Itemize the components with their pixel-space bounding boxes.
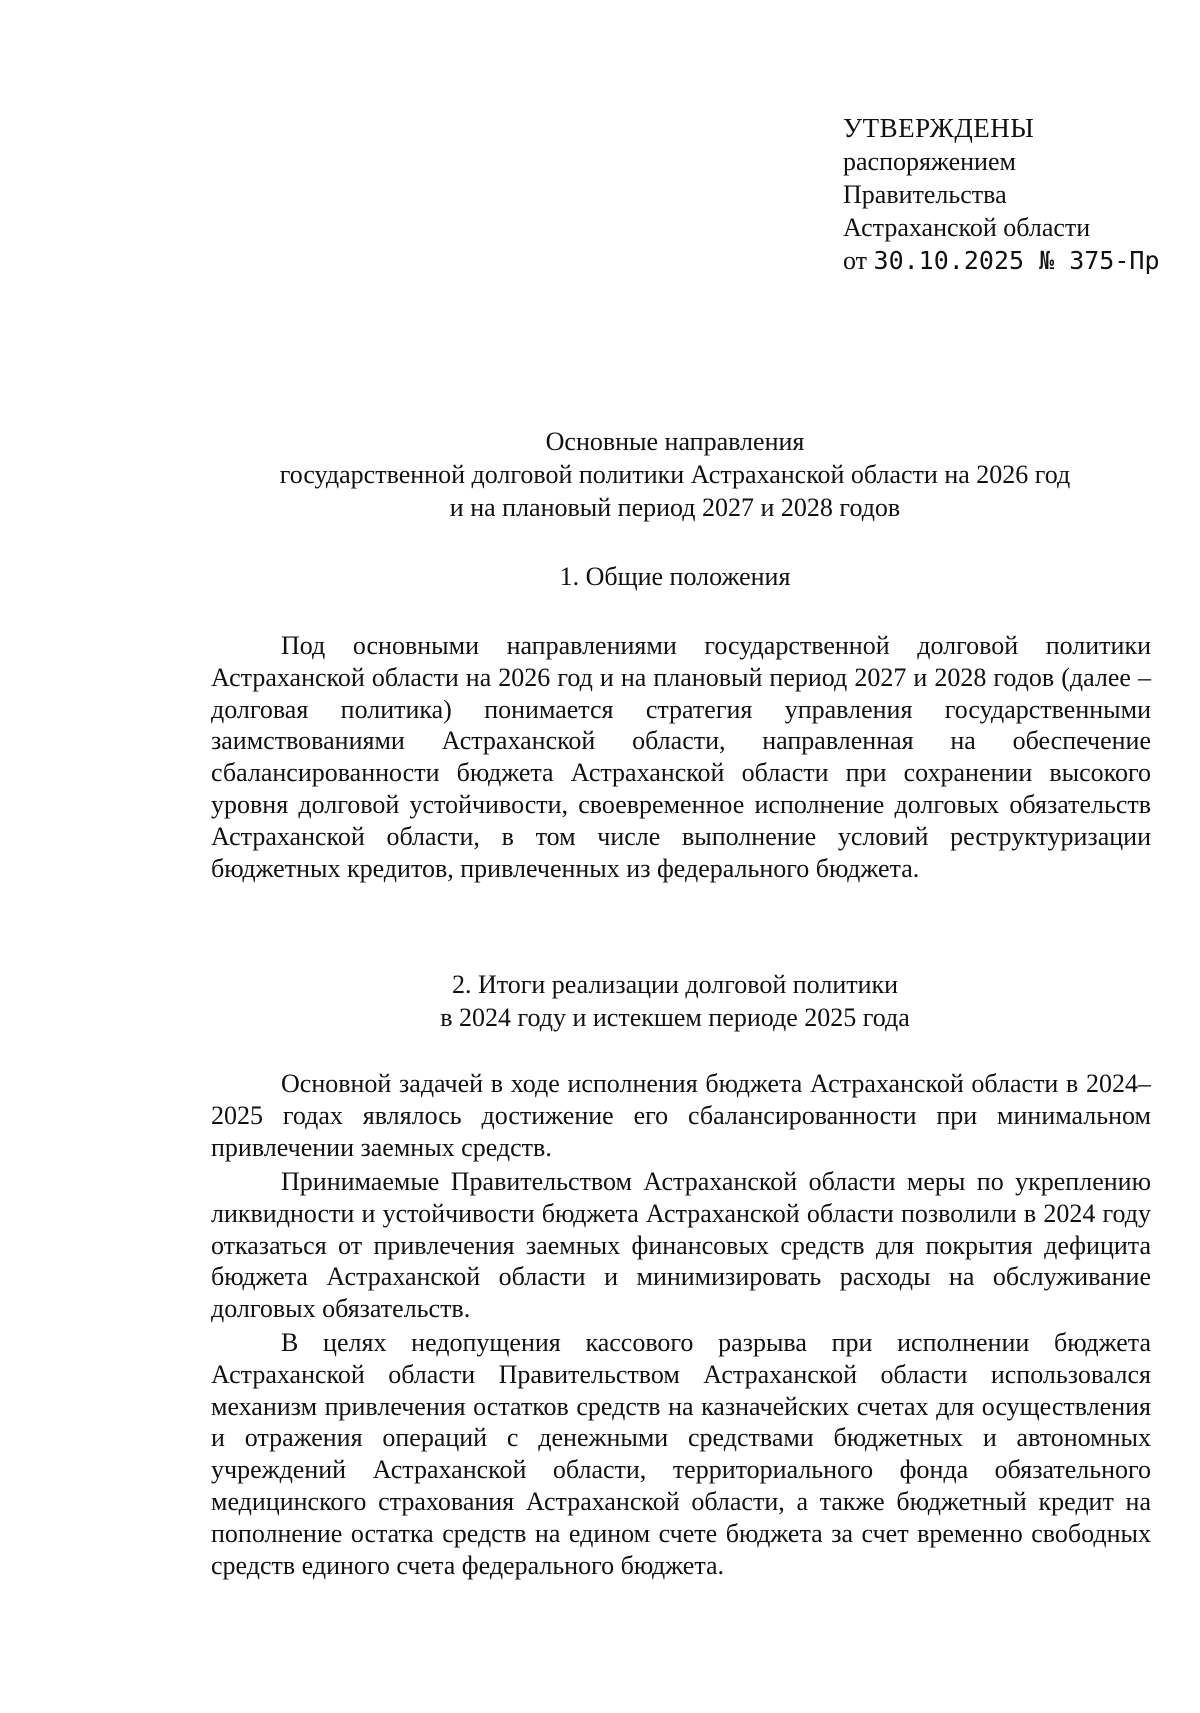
approval-line-government: Правительства [843, 180, 1007, 209]
document-title [200, 425, 1150, 524]
section-2-heading [200, 968, 1150, 1034]
section-2-heading-line-1: 2. Итоги реализации долговой политики [451, 970, 899, 999]
document-title-line-1: Основные направления [545, 427, 805, 456]
approval-date-line [843, 244, 1173, 277]
section-1-heading: 1. Общие положения [559, 562, 791, 591]
approval-heading: УТВЕРЖДЕНЫ [843, 113, 1035, 143]
approval-date-number: 30.10.2025 № 375-Пр [873, 246, 1160, 275]
section-2-paragraph-1: Основной задачей в ходе исполнения бюджета Астраханской области в 2024–2025 годах являлось достижение его сбалансированности при минимальном привлечении заемных средств. [211, 1069, 1151, 1162]
section-2-paragraph-3: В целях недопущения кассового разрыва при исполнении бюджета Астраханской области Правительством Астраханской области использовался механизм привлечения остатков средств на казначейских счетах для осуществления и отражения операций с денежными средствами бюджетных и автономных учреждений Астраханской области, территориального фонда обязательного медицинского страхования Астраханской области, а также бюджетный кредит на пополнение остатка средств на едином счете бюджета за счет временно свободных средств единого счета федерального бюджета. [211, 1328, 1151, 1580]
approval-line-region: Астраханской области [843, 213, 1091, 242]
approval-stamp-block [843, 112, 1173, 277]
section-2-heading-line-2: в 2024 году и истекшем периоде 2025 года [440, 1003, 910, 1032]
section-2-paragraph-2: Принимаемые Правительством Астраханской области меры по укреплению ликвидности и устойчивости бюджета Астраханской области позволили в 2024 году отказаться от привлечения заемных финансовых средств для покрытия дефицита бюджета Астраханской области и минимизировать расходы на обслуживание долговых обязательств. [211, 1167, 1151, 1324]
document-title-line-2: государственной долговой политики Астраханской области на 2026 год [279, 460, 1071, 489]
section-1-paragraph-1: Под основными направлениями государственной долговой политики Астраханской области на 2026 год и на плановый период 2027 и 2028 годов (далее – долговая политика) понимается стратегия управления государственными заимствованиями Астраханской области, направленная на обеспечение сбалансированности бюджета Астраханской области при сохранении высокого уровня долговой устойчивости, своевременное исполнение долговых обязательств Астраханской области, в том числе выполнение условий реструктуризации бюджетных кредитов, привлеченных из федерального бюджета. [211, 631, 1151, 883]
document-title-line-3: и на плановый период 2027 и 2028 годов [449, 493, 901, 522]
approval-date-prefix: от [843, 246, 868, 275]
approval-line-order: распоряжением [843, 147, 1016, 176]
